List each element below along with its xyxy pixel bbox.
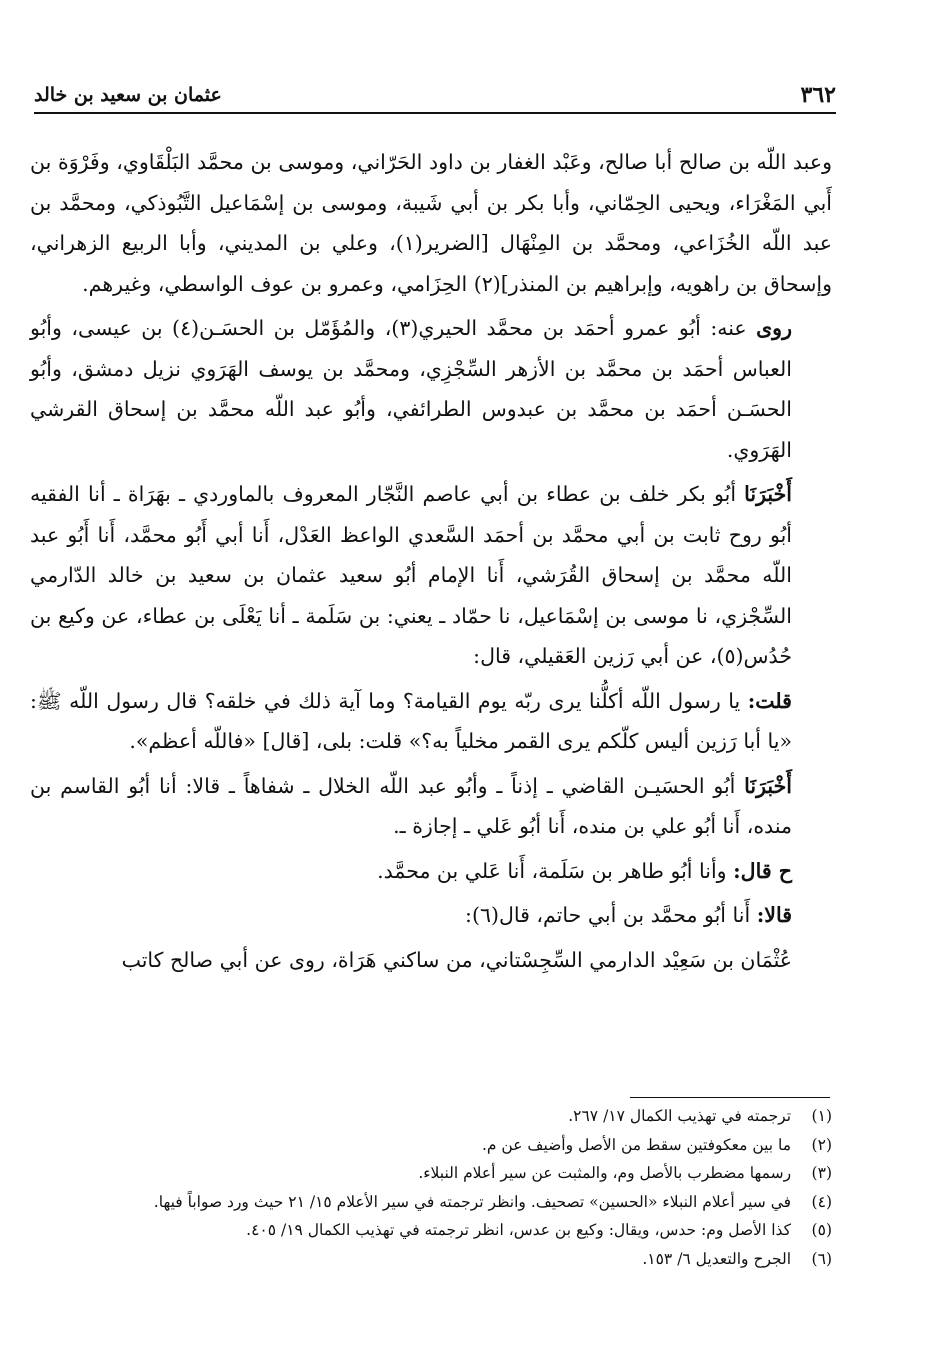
paragraph-text: عُثْمَان بن سَعِيْد الدارمي السِّجِسْتاني، من ساكني هَرَاة، روى عن أبي صالح كاتب bbox=[121, 947, 792, 972]
footnote-text: ترجمته في تهذيب الكمال ١٧/ ٢٦٧. bbox=[568, 1107, 792, 1125]
paragraph-lead: أَخْبَرَنَا bbox=[744, 773, 792, 798]
footnote bbox=[30, 1159, 832, 1188]
main-text bbox=[30, 142, 832, 984]
footnote bbox=[30, 1216, 832, 1245]
paragraph-text: أبُو الحسَيـن القاضي ـ إذناً ـ وأبُو عبد اللّه الخلال ـ شفاهاً ـ قالا: أنا أبُو القاسم بن منده، أَنا أبُو علي بن منده، أَنا أبُو عَلي ـ إجازة ـ. bbox=[30, 773, 792, 838]
footnote-text: كذا الأصل وم: حدس، ويقال: وكيع بن عدس، انظر ترجمته في تهذيب الكمال ١٩/ ٤٠٥. bbox=[246, 1221, 792, 1239]
paragraph bbox=[30, 474, 832, 677]
footnote bbox=[30, 1245, 832, 1274]
page-header bbox=[34, 78, 836, 114]
paragraph bbox=[30, 940, 832, 981]
paragraph-text: أبُو بكر خلف بن عطاء بن أبي عاصم النَّجّار المعروف بالماوردي ـ بهَرَاة ـ أنا الفقيه أبُو روح ثابت بن أبي محمَّد بن أحمَد السَّعدي الواعظ العَدْل، أَنا أبي أَبُو محمَّد، أَنا أَبُو عبد اللّه محمَّد بن إسحاق القُرَشي، أَنا الإمام أبُو سعيد عثمان بن سعيد بن خالد الدّارمي السِّجْزي، نا موسى بن إسْمَاعيل، نا حمّاد ـ يعني: بن سَلَمة ـ أنا يَعْلَى بن عطاء، عن وكيع بن حُدُس(٥)، عن أبي رَزين العَقيلي، قال: bbox=[30, 482, 792, 668]
footnote-number: (٣) bbox=[811, 1164, 832, 1182]
paragraph-lead: ح قال: bbox=[733, 858, 792, 883]
paragraph-text: عنه: أبُو عمرو أحمَد بن محمَّد الحيري(٣)، والمُؤَمّل بن الحسَـن(٤) بن عيسى، وأبُو العباس أحمَد بن محمَّد بن الأزهر السِّجْزِي، ومحمَّد بن يوسف الهَرَوي نزيل دمشق، وأبُو الحسَـن أحمَد بن محمَّد بن عبدوس الطرائفي، وأبُو عبد اللّه محمَّد بن إسحاق القرشي الهَرَوي. bbox=[30, 316, 792, 462]
paragraph bbox=[30, 142, 832, 304]
footnote-divider bbox=[630, 1097, 830, 1098]
footnote-number: (٢) bbox=[811, 1135, 832, 1154]
paragraph-text: يا رسول اللّه أكلُّنا يرى ربّه يوم القيامة؟ وما آية ذلك في خلقه؟ قال رسول اللّه ﷺ: «يا أبا رَزين أليس كلّكم يرى القمر مخلياً به؟» قلت: بلى، [قال] «فاللّه أعظم». bbox=[30, 688, 792, 753]
paragraph bbox=[30, 766, 832, 847]
page-number: ٣٦٢ bbox=[800, 82, 836, 108]
footnote-text: الجرح والتعديل ٦/ ١٥٣. bbox=[642, 1249, 792, 1268]
footnote bbox=[30, 1188, 832, 1217]
paragraph-text: وأنا أبُو طاهر بن سَلَمة، أَنا عَلي بن محمَّد. bbox=[377, 858, 727, 883]
paragraph bbox=[30, 681, 832, 762]
paragraph-text: أَنا أبُو محمَّد بن أبي حاتم، قال(٦): bbox=[465, 903, 751, 927]
paragraph-lead: أَخْبَرَنَا bbox=[744, 482, 792, 506]
footnote-number: (٤) bbox=[811, 1192, 832, 1211]
paragraph bbox=[30, 308, 832, 470]
footnote-number: (٦) bbox=[811, 1249, 832, 1268]
footnote-text: في سير أعلام النبلاء «الحسين» تصحيف. وانظر ترجمته في سير الأعلام ١٥/ ٢١ حيث ورد صواباً فيها. bbox=[153, 1192, 792, 1211]
footnote bbox=[30, 1102, 832, 1131]
footnote-text: ما بين معكوفتين سقط من الأصل وأضيف عن م. bbox=[481, 1135, 792, 1154]
running-title: عثمان بن سعيد بن خالد bbox=[34, 84, 222, 106]
footnote bbox=[30, 1131, 832, 1160]
paragraph bbox=[30, 851, 832, 892]
paragraph-lead: روى bbox=[756, 316, 792, 340]
footnote-text: رسمها مضطرب بالأصل وم، والمثبت عن سير أعلام النبلاء. bbox=[418, 1164, 792, 1182]
paragraph-lead: قلت: bbox=[747, 688, 792, 713]
footnotes bbox=[30, 1102, 832, 1273]
paragraph-text: وعبد اللّه بن صالح أبا صالح، وعَبْد الغفار بن داود الحَرّاني، وموسى بن محمَّد البَلْقَاوي، وفَرْوَة بن أَبي المَغْرَاء، ويحيى الحِمّاني، وأبا بكر بن أبي شَيبة، وموسى بن إسْمَاعيل التَّبُوذكي، ومحمَّد بن عبد اللّه الخُزَاعي، ومحمَّد بن المِنْهَال [الضرير(١)، وعلي بن المديني، وأبا الربيع الزهراني، وإسحاق بن راهويه، وإبراهيم بن المنذر](٢) الحِزَامي، وعمرو بن عوف الواسطي، وغيرهم. bbox=[30, 150, 832, 296]
paragraph bbox=[30, 895, 832, 936]
paragraph-lead: قالا: bbox=[756, 903, 792, 927]
footnote-number: (٥) bbox=[811, 1221, 832, 1239]
footnote-number: (١) bbox=[811, 1107, 832, 1125]
